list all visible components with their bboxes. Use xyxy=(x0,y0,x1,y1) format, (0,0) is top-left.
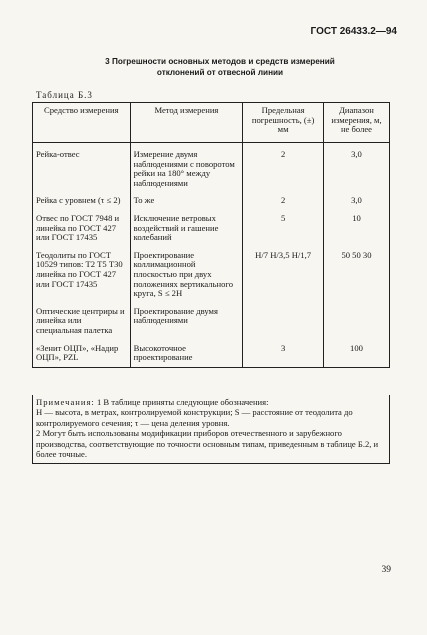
cell-error: 2 xyxy=(243,196,324,214)
section-title xyxy=(60,56,380,78)
cell-range: 50 50 30 xyxy=(323,251,389,307)
cell-error xyxy=(243,307,324,344)
cell-error: H/7 H/3,5 H/1,7 xyxy=(243,251,324,307)
cell-method: Проектирование двумя наблюдениями xyxy=(130,307,243,344)
table-row xyxy=(33,196,390,214)
table-row xyxy=(33,143,390,197)
cell-range xyxy=(323,307,389,344)
cell-error: 2 xyxy=(243,143,324,197)
col-header-error: Предельная погрешность, (±) мм xyxy=(243,103,324,143)
document-header: ГОСТ 26433.2—94 xyxy=(310,26,397,37)
col-header-instrument: Средство измерения xyxy=(33,103,131,143)
table-row xyxy=(33,251,390,307)
table-row xyxy=(33,344,390,368)
cell-method: Измерение двумя наблюдениями с поворотом рейки на 180° между наблюдениями xyxy=(130,143,243,197)
cell-range: 3,0 xyxy=(323,143,389,197)
table-caption: Таблица Б.3 xyxy=(36,90,93,100)
cell-instrument: Оптические центриры и линейка или специальная палетка xyxy=(33,307,131,344)
cell-range: 10 xyxy=(323,214,389,251)
note-1-text: 1 В таблице приняты следующие обозначения: xyxy=(96,397,269,407)
notes-lead: Примечания: xyxy=(36,397,95,407)
cell-method: Исключение ветровых воздействий и гашение колебаний xyxy=(130,214,243,251)
cell-instrument: Рейка-отвес xyxy=(33,143,131,197)
note-2: 2 Могут быть использованы модификации приборов отечественного и зарубежного производства, соответствующие по точности основным типам, приведенным в таблице Б.2, и более точные. xyxy=(36,428,379,460)
cell-instrument: «Зенит ОЦП», «Надир ОЦП», PZL xyxy=(33,344,131,368)
cell-instrument: Рейка с уровнем (τ ≤ 2) xyxy=(33,196,131,214)
section-title-line-1: 3 Погрешности основных методов и средств измерений xyxy=(105,57,335,66)
cell-instrument: Отвес по ГОСТ 7948 и линейка по ГОСТ 427 или ГОСТ 17435 xyxy=(33,214,131,251)
cell-range: 100 xyxy=(323,344,389,368)
table-row xyxy=(33,307,390,344)
page-number: 39 xyxy=(381,565,391,575)
table-row xyxy=(33,214,390,251)
col-header-method: Метод измерения xyxy=(130,103,243,143)
note-1-definitions: H — высота, в метрах, контролируемой конструкции; S — расстояние от теодолита до контролируемого сечения; τ — цена деления уровня. xyxy=(36,407,353,428)
cell-instrument: Теодолиты по ГОСТ 10529 типов: Т2 Т5 Т30 линейка по ГОСТ 427 или ГОСТ 17435 xyxy=(33,251,131,307)
cell-range: 3,0 xyxy=(323,196,389,214)
section-title-line-2: отклонений от отвесной линии xyxy=(156,68,284,77)
table-header-row xyxy=(33,103,390,143)
note-1 xyxy=(36,397,386,407)
cell-method: Высокоточное проектирование xyxy=(130,344,243,368)
cell-error: 3 xyxy=(243,344,324,368)
cell-method: Проектирование коллимационной плоскостью при двух положениях вертикального круга, S ≤ 2H xyxy=(130,251,243,307)
measurement-table xyxy=(32,102,390,368)
cell-error: 5 xyxy=(243,214,324,251)
col-header-range: Диапазон измерения, м, не более xyxy=(323,103,389,143)
cell-method: То же xyxy=(130,196,243,214)
table-notes xyxy=(32,395,390,464)
